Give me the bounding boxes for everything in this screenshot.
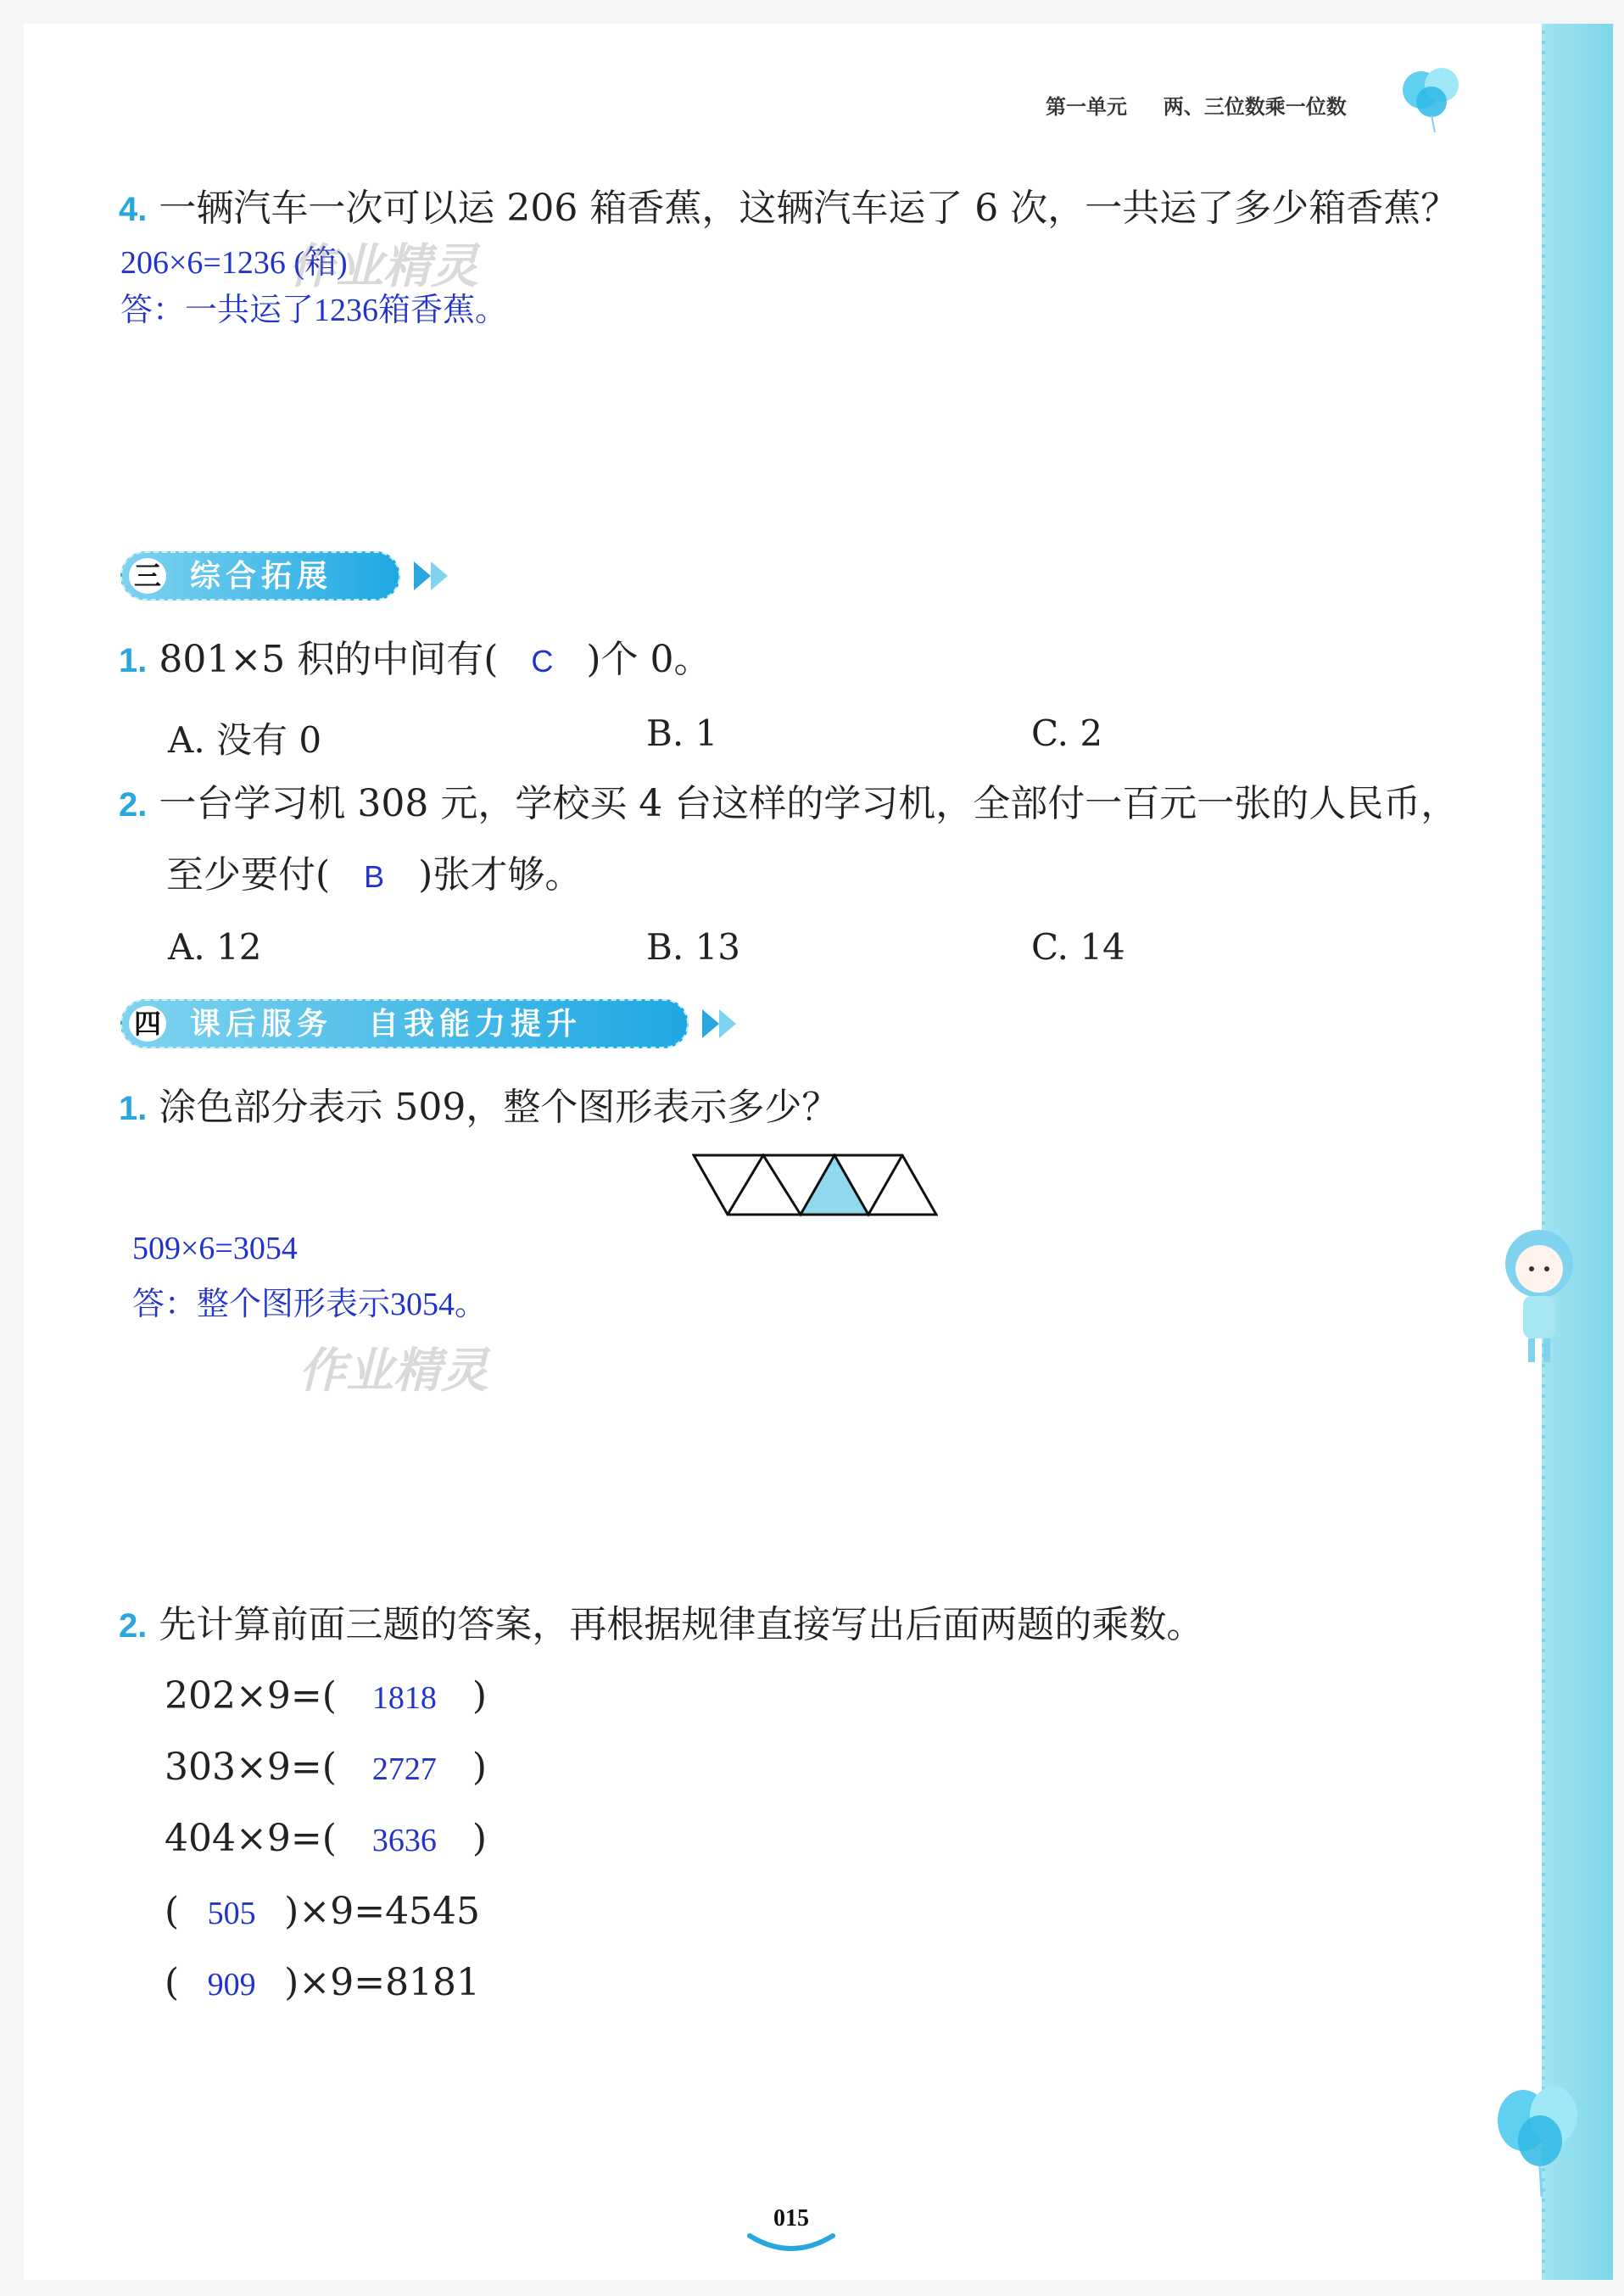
question-text-before: 801×5 积的中间有( [159, 638, 499, 681]
double-arrow-icon [702, 1009, 743, 1038]
option-c[interactable]: C. 14 [1031, 926, 1125, 968]
question-text: 一辆汽车一次可以运 206 箱香蕉，这辆汽车运了 6 次，一共运了多少箱香蕉？ [159, 187, 1459, 230]
s4q1-work: 509×6=3054 [132, 1231, 298, 1266]
q4-answer: 答：一共运了1236箱香蕉。 [120, 293, 508, 328]
section3-question-2-line2 [166, 853, 583, 897]
option-c[interactable]: C. 2 [1031, 712, 1103, 754]
row-prefix: 202×9=( [165, 1674, 337, 1718]
section-number: 四 [129, 1006, 166, 1042]
page-number-swoosh-icon [745, 2232, 838, 2256]
girl-illustration-icon [1493, 1221, 1586, 1374]
question-number: 1. [119, 642, 148, 679]
option-a[interactable]: A. 没有 0 [168, 719, 322, 761]
question-text-before: 至少要付( [166, 853, 331, 897]
s4q1-answer: 答：整个图形表示3054。 [132, 1287, 488, 1322]
row-suffix: ) [472, 1746, 488, 1789]
pattern-row [165, 1817, 488, 1860]
answer-blank[interactable]: 909 [207, 1967, 256, 2003]
option-b[interactable]: B. 1 [646, 712, 718, 754]
option-a[interactable]: A. 12 [168, 926, 262, 968]
row-prefix: ( [165, 1890, 180, 1933]
section-title: 课后服务 自我能力提升 [190, 1007, 583, 1042]
section4-question-1 [119, 1086, 840, 1129]
watermark: 作业精灵 [288, 239, 478, 294]
shaded-triangle [801, 1155, 868, 1215]
balloon-icon [1489, 2078, 1591, 2205]
pattern-row [165, 1961, 481, 2004]
answer-blank[interactable]: 1818 [371, 1680, 437, 1716]
question-number: 2. [119, 1607, 148, 1645]
question-number: 2. [119, 786, 148, 824]
topic-label: 两、三位数乘一位数 [1163, 95, 1347, 119]
answer-blank[interactable]: 505 [207, 1896, 256, 1931]
workbook-page [24, 24, 1542, 2280]
section-title: 综合拓展 [190, 559, 333, 594]
section-banner-4 [120, 999, 689, 1048]
row-suffix: ) [472, 1817, 488, 1860]
pattern-row [165, 1890, 481, 1933]
triangle-strip-figure [692, 1154, 938, 1221]
question-text: 先计算前面三题的答案，再根据规律直接写出后面两题的乘数。 [159, 1603, 1204, 1646]
question-text-after: )个 0。 [586, 638, 712, 681]
unit-label: 第一单元 [1046, 95, 1127, 119]
question-number: 1. [119, 1090, 148, 1127]
answer-blank[interactable]: 3636 [371, 1823, 437, 1858]
question-number: 4. [119, 191, 148, 228]
row-suffix: )×9=8181 [284, 1961, 481, 2004]
section3-question-2 [119, 782, 1459, 825]
question-text-line1: 一台学习机 308 元，学校买 4 台这样的学习机，全部付一百元一张的人民币， [159, 782, 1459, 825]
section4-question-2 [119, 1603, 1204, 1646]
decorative-side-band [1542, 24, 1613, 2280]
answer-blank[interactable]: 2727 [371, 1751, 437, 1787]
row-prefix: 404×9=( [165, 1817, 337, 1860]
section3-question-1 [119, 638, 712, 681]
page-number-area [745, 2205, 838, 2260]
answer-blank[interactable]: B [364, 859, 385, 894]
question-4 [119, 187, 1459, 230]
pattern-row [165, 1746, 488, 1789]
row-prefix: 303×9=( [165, 1746, 337, 1789]
row-suffix: ) [472, 1674, 488, 1718]
row-suffix: )×9=4545 [284, 1890, 481, 1933]
answer-blank[interactable]: C [531, 644, 554, 679]
question-text-after: )张才够。 [418, 853, 583, 897]
question-text: 涂色部分表示 509，整个图形表示多少？ [159, 1086, 840, 1129]
pattern-row [165, 1674, 488, 1718]
page-header [1046, 90, 1347, 120]
q4-work: 206×6=1236 (箱) [120, 245, 348, 281]
row-prefix: ( [165, 1961, 180, 2004]
page-number: 015 [773, 2205, 809, 2232]
section-number: 三 [129, 558, 166, 594]
double-arrow-icon [414, 561, 455, 590]
option-b[interactable]: B. 13 [646, 926, 741, 968]
section-banner-3 [120, 551, 400, 601]
watermark: 作业精灵 [299, 1344, 488, 1399]
balloon-icon [1398, 59, 1465, 136]
